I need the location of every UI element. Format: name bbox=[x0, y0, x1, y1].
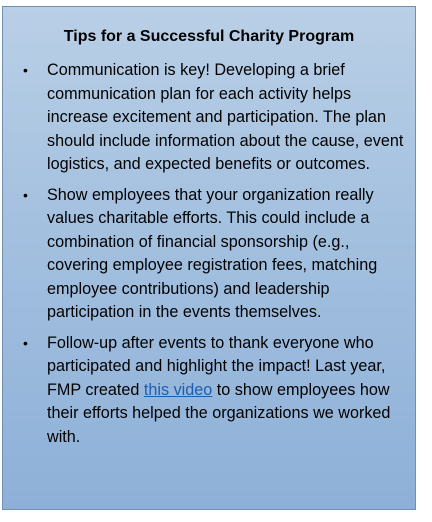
bullet-icon: • bbox=[23, 186, 28, 203]
video-link[interactable]: this video bbox=[143, 380, 213, 399]
tips-list bbox=[21, 59, 405, 449]
list-item bbox=[21, 184, 405, 325]
list-item bbox=[21, 59, 405, 177]
tip-text: Communication is key! Developing a brief communication plan for each activity helps increase excitement and participation. The plan should include information about the cause, event logistics, and expected benefits or outcomes. bbox=[47, 61, 404, 173]
tips-callout-box bbox=[2, 6, 416, 510]
bullet-icon: • bbox=[23, 62, 28, 78]
bullet-icon: • bbox=[23, 334, 28, 351]
tip-text-after-link: to show employees how their efforts helped the organizations we worked with. bbox=[47, 380, 391, 446]
callout-title: Tips for a Successful Charity Program bbox=[63, 28, 355, 45]
tip-text: Show employees that your organization really values charitable efforts. This could include a combination of financial sponsorship (e.g., covering employee registration fees, matching employee contributions) and leadership participation in the events themselves. bbox=[47, 185, 378, 321]
tip-text-before-link: Follow-up after events to thank everyone who participated and highlight the impact! Last year, FMP created bbox=[47, 333, 386, 399]
list-item bbox=[21, 332, 405, 450]
